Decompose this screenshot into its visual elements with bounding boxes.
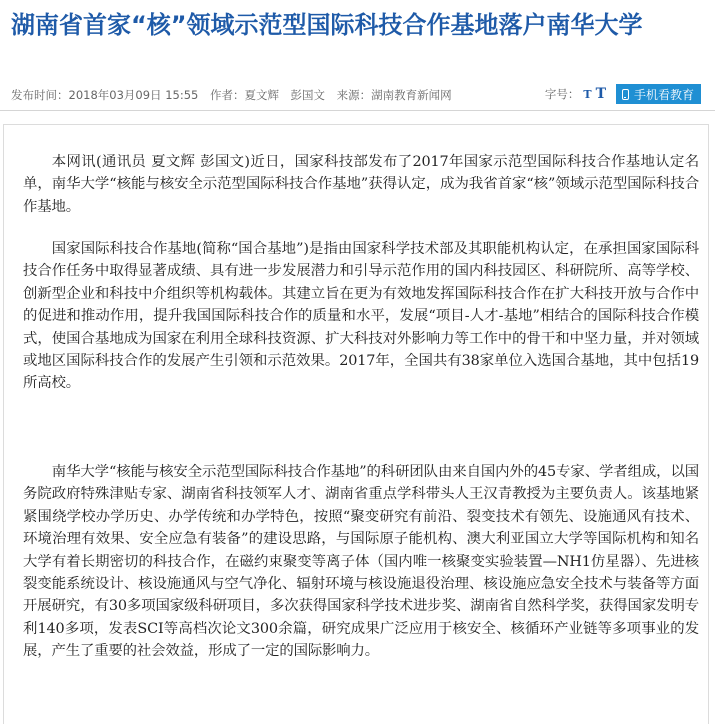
mobile-view-button[interactable] [616, 84, 701, 104]
publish-time: 发布时间：2018年03月09日 15:55 [11, 88, 199, 102]
article-title: 湖南省首家“核”领域示范型国际科技合作基地落户南华大学 [11, 11, 643, 39]
article-paragraph: 本网讯(通讯员 夏文辉 彭国文)近日，国家科技部发布了2017年国家示范型国际科技合作基地认定名单，南华大学“核能与核安全示范型国际科技合作基地”获得认定，成为我省首家“核”领域示范型国际科技合作基地。 [23, 154, 699, 215]
phone-icon [622, 89, 629, 100]
article-source: 来源：湖南教育新闻网 [336, 88, 452, 102]
article-paragraph: 国家国际科技合作基地(简称“国合基地”)是指由国家科学技术部及其职能机构认定，在承担国家国际科技合作任务中取得显著成绩、具有进一步发展潜力和引导示范作用的国内科技园区、科研院所、高等学校、创新型企业和科技中介组织等机构载体。其建立旨在更为有效地发挥国际科技合作在扩大科技开放与合作中的促进和推动作用，提升我国国际科技合作的质量和水平，发展“项目-人才-基地”相结合的国际科技合作模式，使国合基地成为国家在利用全球科技资源、扩大科技对外影响力等工作中的骨干和中坚力量，并对领域或地区国际科技合作的发展产生引领和示范效果。2017年，全国共有38家单位入选国合基地，其中包括19所高校。 [23, 241, 699, 392]
article-body [3, 124, 709, 724]
article-author: 作者：夏文辉 彭国文 [210, 88, 325, 102]
article-meta-info [11, 87, 460, 103]
article-meta-bar [11, 84, 701, 106]
mobile-view-label: 手机看教育 [633, 87, 694, 102]
font-size-label: 字号： [544, 87, 580, 101]
header-divider [0, 110, 715, 111]
article-paragraph: 南华大学“核能与核安全示范型国际科技合作基地”的科研团队由来自国内外的45专家、学者组成，以国务院政府特殊津贴专家、湖南省科技领军人才、湖南省重点学科带头人王汉青教授为主要负责人。该基地紧紧围绕学校办学历史、办学传统和办学特色，按照“聚变研究有前沿、裂变技术有领先、设施通风有技术、环境治理有效果、安全应急有装备”的建设思路，与国际原子能机构、澳大利亚国立大学等国际机构和知名大学有着长期密切的科技合作，在磁约束聚变等离子体（国内唯一核聚变实验装置—NH1仿星器）、先进核裂变能系统设计、核设施通风与空气净化、辐射环境与核设施退役治理、核设施应急安全技术与装备等方面开展研究，有30多项国家级科研项目，多次获得国家科学技术进步奖、湖南省自然科学奖，获得国家发明专利140多项，发表SCI等高档次论文300余篇，研究成果广泛应用于核安全、核循环产业链等多项事业的发展，产生了重要的社会效益，形成了一定的国际影响力。 [23, 464, 699, 660]
font-size-large-button[interactable]: T [595, 86, 606, 102]
font-size-small-button[interactable]: T [583, 87, 592, 101]
article-tools [545, 84, 701, 104]
